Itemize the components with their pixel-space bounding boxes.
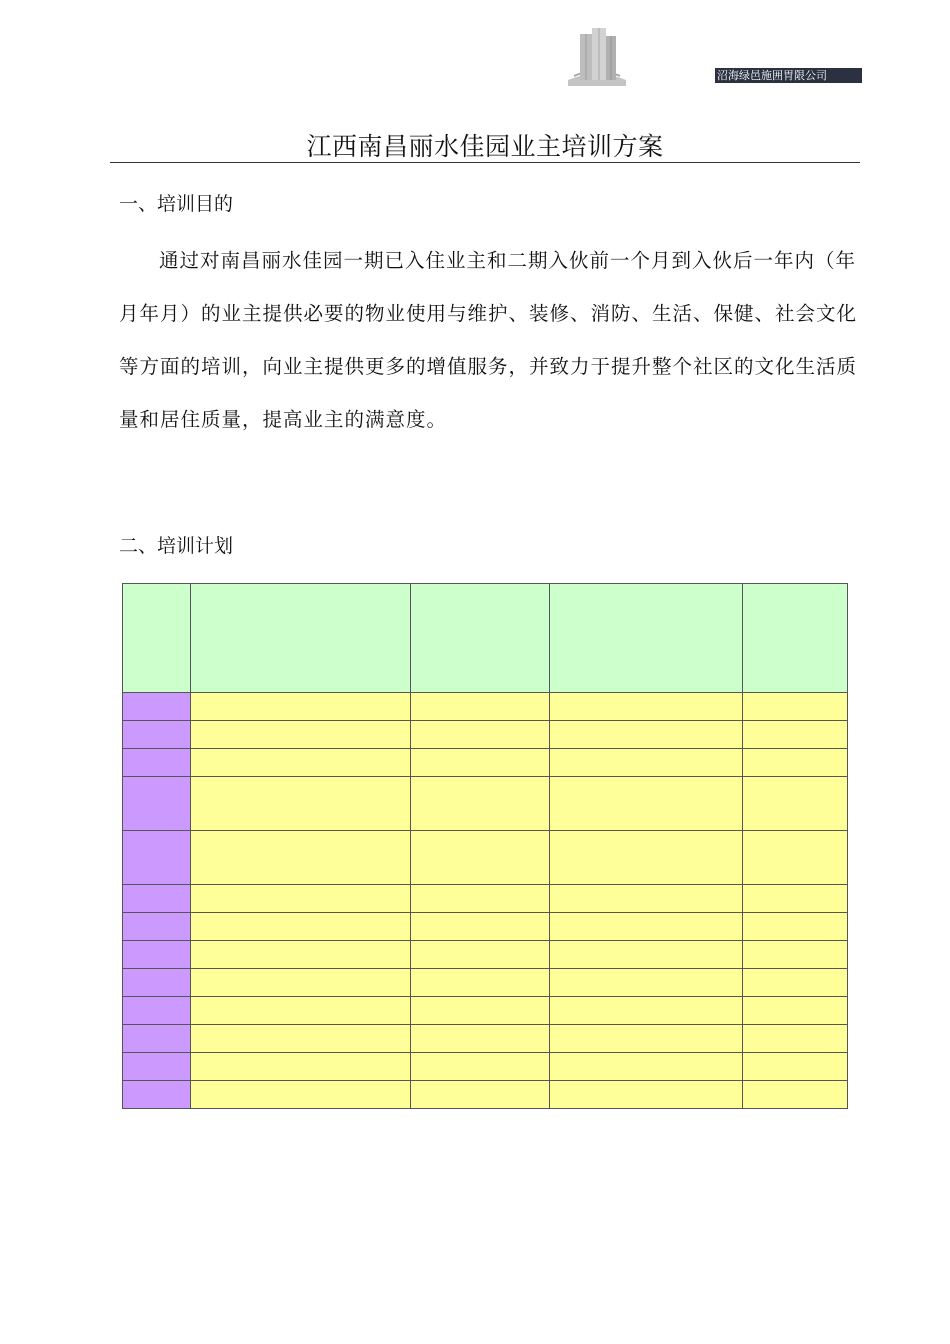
table-cell [550,913,743,941]
table-cell [191,777,411,831]
table-cell [411,721,550,749]
index-cell [123,913,191,941]
table-cell [191,997,411,1025]
table-cell [743,913,848,941]
table-cell [191,969,411,997]
table-cell [411,913,550,941]
table-cell [411,997,550,1025]
header-cell [123,584,191,693]
table-cell [550,749,743,777]
company-name-tag: 沼海绿邑施囲胃限公司 [715,68,862,83]
table-cell [550,885,743,913]
table-cell [743,941,848,969]
table-cell [411,1081,550,1109]
table-row [123,693,848,721]
table-cell [743,1053,848,1081]
index-cell [123,997,191,1025]
table-cell [550,941,743,969]
table-cell [743,693,848,721]
table-row [123,1081,848,1109]
header-cell [743,584,848,693]
index-cell [123,693,191,721]
table-cell [191,885,411,913]
table-row [123,885,848,913]
table-row [123,777,848,831]
table-cell [550,1025,743,1053]
table-cell [411,693,550,721]
table-row [123,1053,848,1081]
table-cell [191,941,411,969]
index-cell [123,941,191,969]
table-row [123,969,848,997]
table-cell [191,749,411,777]
table-cell [411,885,550,913]
table-cell [743,1025,848,1053]
table-header-row [123,584,848,693]
table-cell [411,969,550,997]
table-cell [743,997,848,1025]
table-row [123,941,848,969]
building-logo-icon [566,24,628,88]
table-cell [191,913,411,941]
index-cell [123,777,191,831]
header-cell [550,584,743,693]
index-cell [123,969,191,997]
table-cell [743,885,848,913]
table-cell [550,831,743,885]
table-row [123,913,848,941]
table-cell [550,777,743,831]
table-cell [191,721,411,749]
table-cell [743,969,848,997]
purpose-paragraph: 通过对南昌丽水佳园一期已入住业主和二期入伙前一个月到入伙后一年内（年月年月）的业主提供必要的物业使用与维护、装修、消防、生活、保健、社会文化等方面的培训，向业主提供更多的增值服务，并致力于提升整个社区的文化生活质量和居住质量，提高业主的满意度。 [119,249,858,431]
table-cell [550,721,743,749]
index-cell [123,885,191,913]
table-cell [743,831,848,885]
table-cell [411,749,550,777]
table-row [123,721,848,749]
table-cell [411,1025,550,1053]
table-cell [411,831,550,885]
table-cell [743,721,848,749]
table-cell [411,1053,550,1081]
table-cell [743,749,848,777]
section-heading-purpose: 一、培训目的 [119,193,234,215]
training-plan-table [122,583,848,1109]
table-cell [550,693,743,721]
header-cell [411,584,550,693]
title-underline [110,162,860,163]
table-row [123,1025,848,1053]
table-row [123,749,848,777]
table-cell [411,941,550,969]
index-cell [123,721,191,749]
table-cell [191,1081,411,1109]
table-cell [191,1025,411,1053]
index-cell [123,749,191,777]
table-cell [550,1053,743,1081]
table-row [123,997,848,1025]
document-title: 江西南昌丽水佳园业主培训方案 [306,132,664,161]
table-cell [550,969,743,997]
table-cell [743,1081,848,1109]
table-cell [411,777,550,831]
section-heading-plan: 二、培训计划 [119,535,234,557]
table-cell [550,1081,743,1109]
table-cell [191,1053,411,1081]
table-cell [743,777,848,831]
index-cell [123,831,191,885]
table-row [123,831,848,885]
table-cell [550,997,743,1025]
table-cell [191,693,411,721]
header-cell [191,584,411,693]
table-cell [191,831,411,885]
index-cell [123,1081,191,1109]
index-cell [123,1053,191,1081]
index-cell [123,1025,191,1053]
